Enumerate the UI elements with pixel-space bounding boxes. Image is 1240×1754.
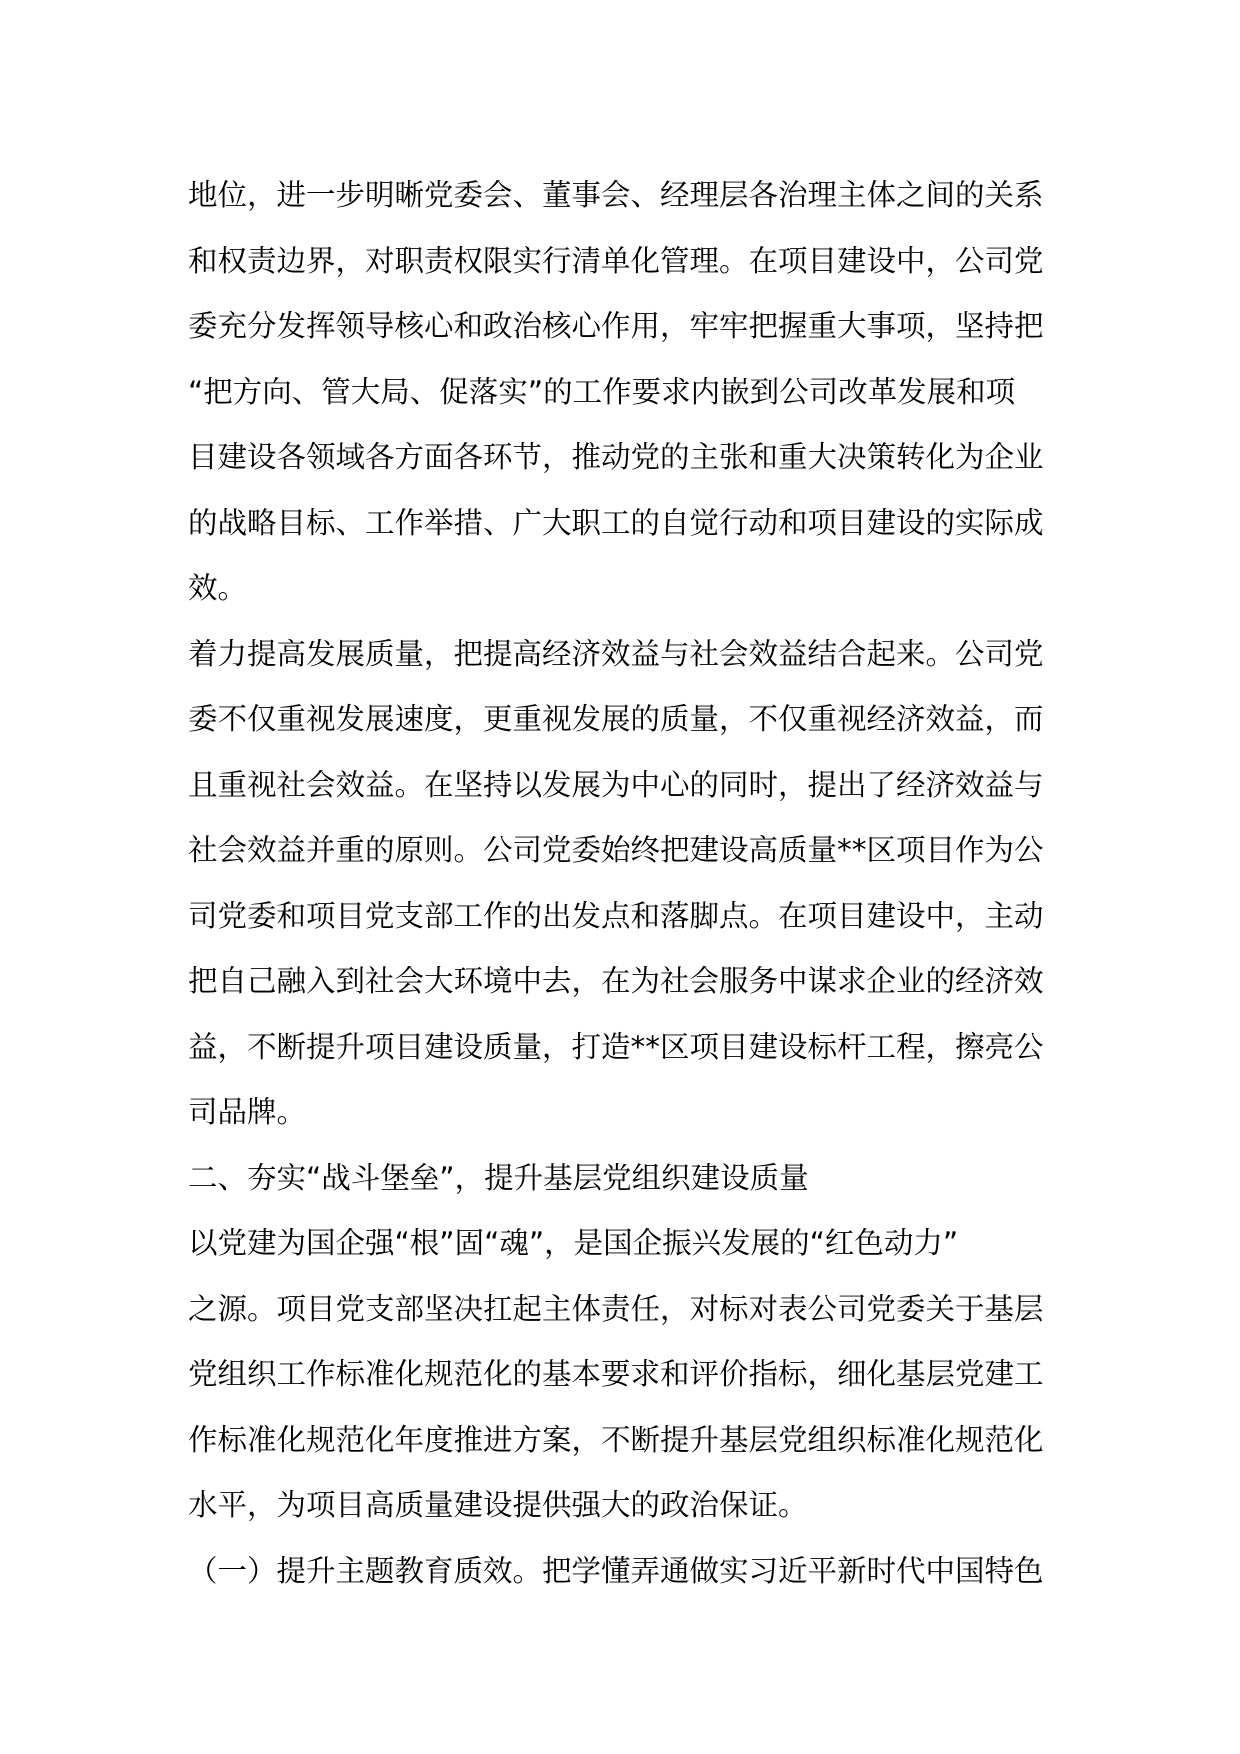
text-line: 益，不断提升项目建设质量，打造**区项目建设标杆工程，擦亮公 — [188, 1029, 1044, 1064]
text-line: 目建设各领域各方面各环节，推动党的主张和重大决策转化为企业 — [188, 440, 1044, 474]
text-line: 和权责边界，对职责权限实行清单化管理。在项目建设中，公司党 — [188, 243, 1044, 278]
text-line: 社会效益并重的原则。公司党委始终把建设高质量**区项目作为公 — [188, 833, 1044, 867]
text-line: 地位，进一步明晰党委会、董事会、经理层各治理主体之间的关系 — [188, 178, 1044, 212]
text-line: 党组织工作标准化规范化的基本要求和评价指标，细化基层党建工 — [188, 1357, 1044, 1391]
body-text — [188, 163, 1068, 1604]
text-line: 以党建为国企强“根”固“魂”，是国企振兴发展的“红色动力” — [188, 1226, 959, 1260]
text-line: 把自己融入到社会大环境中去，在为社会服务中谋求企业的经济效 — [188, 964, 1044, 998]
text-line: 着力提高发展质量，把提高经济效益与社会效益结合起来。公司党 — [188, 636, 1044, 671]
text-line: 委不仅重视发展速度，更重视发展的质量，不仅重视经济效益，而 — [188, 702, 1044, 736]
text-line: 水平，为项目高质量建设提供强大的政治保证。 — [188, 1488, 808, 1522]
text-line: 效。 — [188, 571, 248, 605]
text-line: 之源。项目党支部坚决扛起主体责任，对标对表公司党委关于基层 — [188, 1291, 1044, 1326]
subsection-heading: （一）提升主题教育质效。把学懂弄通做实习近平新时代中国特色 — [188, 1553, 1044, 1588]
text-line: 司品牌。 — [188, 1095, 307, 1129]
text-line: 的战略目标、工作举措、广大职工的自觉行动和项目建设的实际成 — [188, 505, 1044, 540]
text-line: 委充分发挥领导核心和政治核心作用，牢牢把握重大事项，坚持把 — [188, 309, 1044, 343]
text-line: 作标准化规范化年度推进方案，不断提升基层党组织标准化规范化 — [188, 1422, 1044, 1457]
text-line: 司党委和项目党支部工作的出发点和落脚点。在项目建设中，主动 — [188, 898, 1044, 933]
text-line: 且重视社会效益。在坚持以发展为中心的同时，提出了经济效益与 — [188, 767, 1044, 802]
text-line: “把方向、管大局、促落实”的工作要求内嵌到公司改革发展和项 — [188, 374, 1016, 409]
section-heading: 二、夯实“战斗堡垒”，提升基层党组织建设质量 — [188, 1160, 809, 1195]
